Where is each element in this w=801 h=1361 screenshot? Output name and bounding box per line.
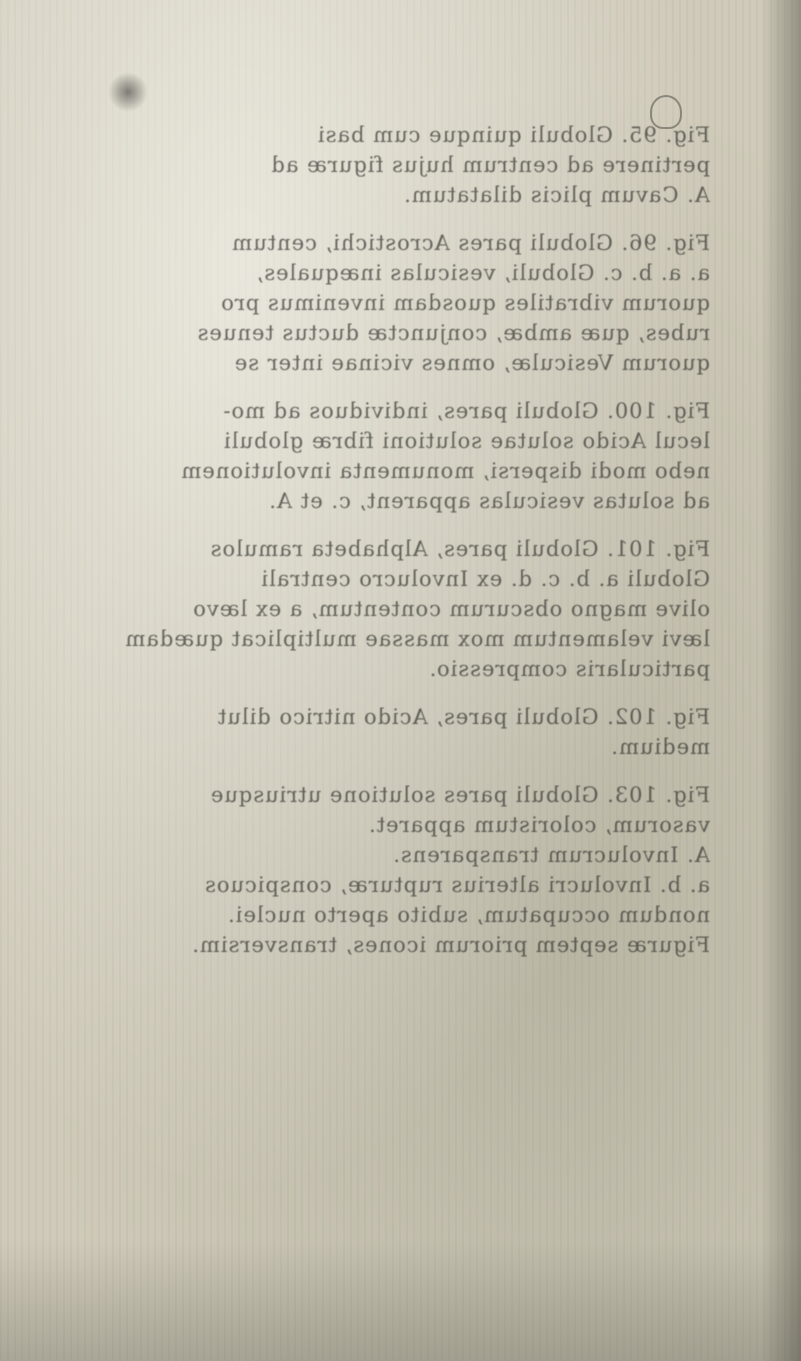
text-line: ad solutas vesiculas apparent, c. et A. <box>268 489 710 513</box>
page-bottom-shadow <box>0 1241 801 1361</box>
text-line: particularis compressio. <box>428 657 710 681</box>
text-line: A. Cavum plicis dilatatum. <box>403 183 710 207</box>
text-line: Fig. 96. Globuli pares Acrostichi, centum <box>231 231 710 255</box>
text-line: lævi velamentum mox massae multiplicat quædam <box>124 627 710 651</box>
bleed-through-text <box>70 120 710 960</box>
text-line: vasorum, coloristum apparet. <box>368 813 710 837</box>
text-line: a. a. b. c. Globuli, vesiculas inæquales, <box>255 261 710 285</box>
text-line: Fig. 95. Globuli quinque cum basi <box>317 123 710 147</box>
text-line: a. b. Involucri alterius rupturæ, conspicuos <box>204 873 710 897</box>
page-edge-shadow <box>761 0 801 1361</box>
text-line: medium. <box>610 735 710 759</box>
text-line: nebo modi dispersi, monumenta involutionem <box>180 459 710 483</box>
ink-blot <box>108 72 148 112</box>
text-line: nondum occupatum, subito aperto nuclei. <box>227 903 710 927</box>
text-line: Figuræ septem priorum icones, transversim. <box>191 933 710 957</box>
text-line: Fig. 100. Globuli pares, individuos ad mo- <box>222 399 710 423</box>
text-line: lecul Acido solutae solutioni fibræ globuli <box>223 429 710 453</box>
text-line: Globuli a. b. c. d. ex Involucro centrali <box>260 567 710 591</box>
text-line: Fig. 101. Globuli pares, Alphabeta ramulos <box>209 537 710 561</box>
text-line: rubes, quæ ambæ, conjunctæ ductus tenues <box>196 321 710 345</box>
text-line: A. Involucrum transparens. <box>392 843 710 867</box>
text-line: quorum Vesiculæ, omnes vicinae inter se <box>233 351 710 375</box>
text-line: Fig. 103. Globuli pares solutione utriusque <box>209 783 710 807</box>
text-line: olive magno obscurum contentum, a ex lævo <box>192 597 710 621</box>
text-line: pertinere ad centrum hujus figuræ ad <box>270 153 710 177</box>
text-line: quorum vibratiles quosdam invenimus pro <box>220 291 710 315</box>
text-line: Fig. 102. Globuli pares, Acido nitrico dilut <box>216 705 710 729</box>
